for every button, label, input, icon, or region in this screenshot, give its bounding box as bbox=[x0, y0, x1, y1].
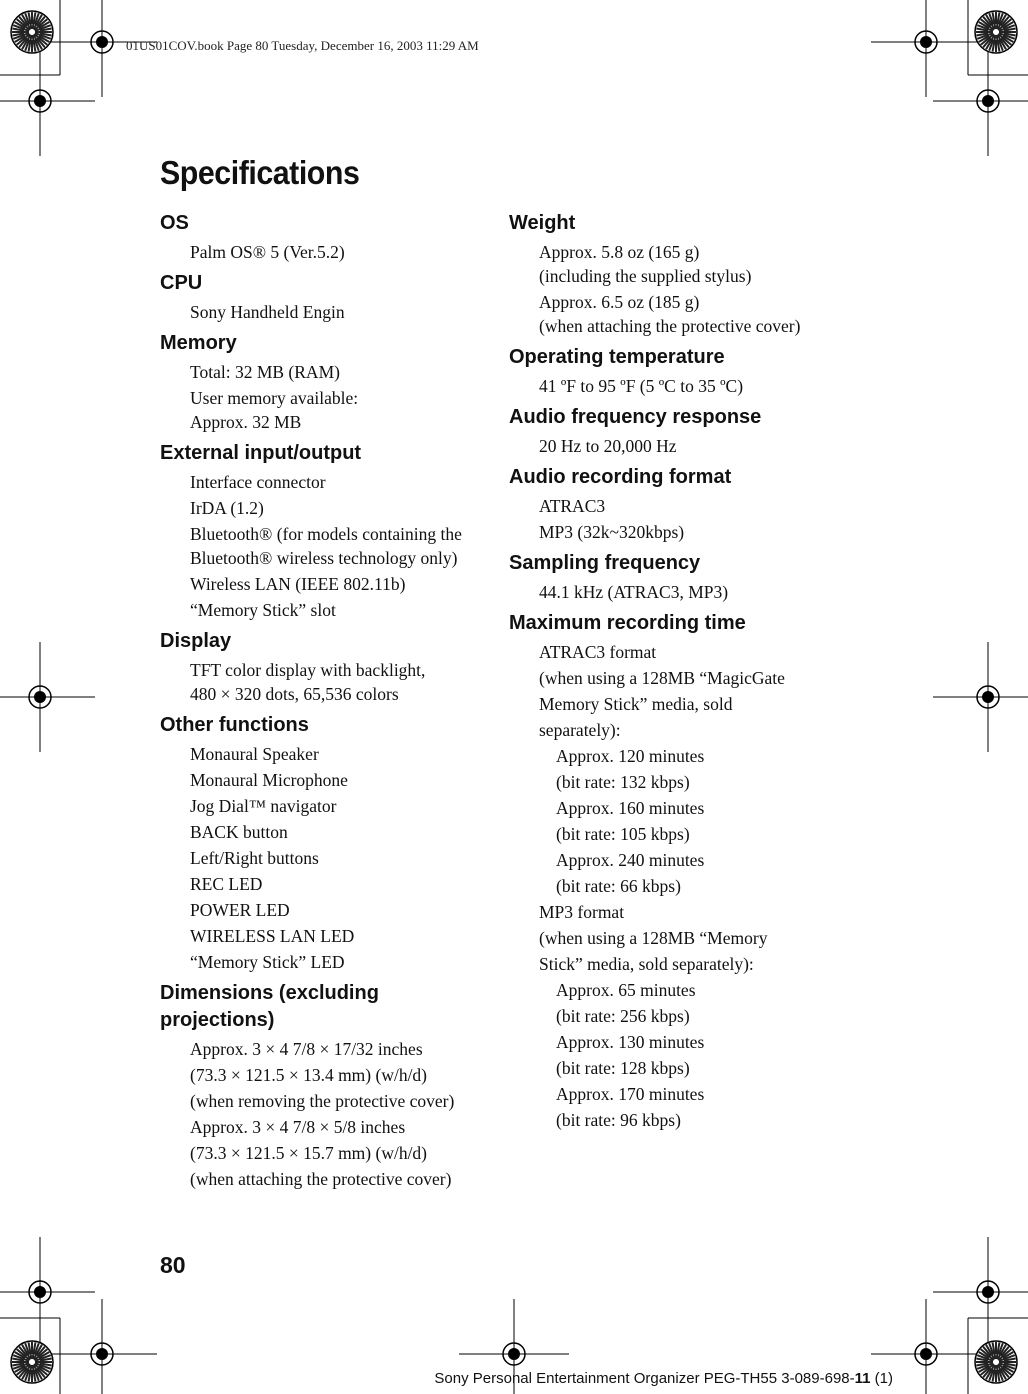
section-heading: Display bbox=[160, 630, 232, 652]
spec-line: Total: 32 MB (RAM) bbox=[190, 362, 340, 382]
spec-line: User memory available: bbox=[190, 388, 359, 408]
spec-line: (73.3 × 121.5 × 13.4 mm) (w/h/d) bbox=[190, 1065, 428, 1085]
section-heading: Weight bbox=[509, 212, 576, 234]
spec-line: Sony Handheld Engin bbox=[190, 302, 345, 322]
section-heading: Operating temperature bbox=[509, 346, 725, 368]
spec-line: Interface connector bbox=[190, 472, 326, 492]
spec-line: Approx. 32 MB bbox=[190, 412, 302, 432]
spec-line: Approx. 240 minutes bbox=[556, 850, 705, 870]
section-heading: Other functions bbox=[160, 714, 309, 736]
spec-line: (when attaching the protective cover) bbox=[539, 316, 801, 336]
spec-line: Jog Dial™ navigator bbox=[190, 796, 337, 816]
spec-line: Approx. 65 minutes bbox=[556, 980, 696, 1000]
left-column bbox=[160, 206, 490, 1193]
spec-line: MP3 format bbox=[539, 902, 625, 922]
crosshair-dot bbox=[96, 36, 108, 48]
spec-line: BACK button bbox=[190, 822, 288, 842]
crosshair-dot bbox=[34, 1286, 46, 1298]
spec-line: (including the supplied stylus) bbox=[539, 266, 752, 286]
footer-prefix: Sony Personal Entertainment Organizer PEG-TH55 3-089-698- bbox=[434, 1370, 855, 1387]
crosshair-dot bbox=[982, 691, 994, 703]
right-column bbox=[509, 206, 839, 1134]
section-heading: Audio recording format bbox=[509, 466, 732, 488]
spec-line: WIRELESS LAN LED bbox=[190, 926, 355, 946]
spec-line: Approx. 3 × 4 7/8 × 5/8 inches bbox=[190, 1117, 406, 1137]
spec-line: 41 ºF to 95 ºF (5 ºC to 35 ºC) bbox=[539, 376, 744, 396]
section-heading: Memory bbox=[160, 332, 237, 354]
spec-line: “Memory Stick” LED bbox=[190, 952, 345, 972]
spec-line: (bit rate: 256 kbps) bbox=[556, 1006, 690, 1026]
spec-line: (bit rate: 128 kbps) bbox=[556, 1058, 690, 1078]
crosshair-dot bbox=[920, 1348, 932, 1360]
page-title: Specifications bbox=[160, 154, 360, 191]
crosshair-dot bbox=[34, 691, 46, 703]
spec-line: “Memory Stick” slot bbox=[190, 600, 336, 620]
spec-line: 44.1 kHz (ATRAC3, MP3) bbox=[539, 582, 729, 602]
spec-line: Approx. 120 minutes bbox=[556, 746, 705, 766]
spec-line: 20 Hz to 20,000 Hz bbox=[539, 436, 677, 456]
spec-line: (bit rate: 66 kbps) bbox=[556, 876, 681, 896]
section-heading: External input/output bbox=[160, 442, 362, 464]
spec-line: IrDA (1.2) bbox=[190, 498, 264, 518]
spec-line: Palm OS® 5 (Ver.5.2) bbox=[190, 242, 345, 262]
spec-line: (73.3 × 121.5 × 15.7 mm) (w/h/d) bbox=[190, 1143, 428, 1163]
section-heading: Maximum recording time bbox=[509, 612, 746, 634]
footer-document-id bbox=[434, 1370, 893, 1387]
spec-line: TFT color display with backlight, bbox=[190, 660, 426, 680]
spec-line: POWER LED bbox=[190, 900, 290, 920]
spec-line: (bit rate: 96 kbps) bbox=[556, 1110, 681, 1130]
section-heading: Sampling frequency bbox=[509, 552, 701, 574]
spec-line: (bit rate: 132 kbps) bbox=[556, 772, 690, 792]
spec-line: Approx. 5.8 oz (165 g) bbox=[539, 242, 700, 262]
crosshair-dot bbox=[982, 1286, 994, 1298]
spec-line: Approx. 3 × 4 7/8 × 17/32 inches bbox=[190, 1039, 423, 1059]
spec-line: REC LED bbox=[190, 874, 263, 894]
spec-line: Memory Stick” media, sold bbox=[539, 694, 733, 714]
spec-line: Wireless LAN (IEEE 802.11b) bbox=[190, 574, 406, 594]
crosshair-dot bbox=[34, 95, 46, 107]
page-number: 80 bbox=[160, 1252, 186, 1278]
spec-line: separately): bbox=[539, 720, 621, 740]
spec-line: Monaural Microphone bbox=[190, 770, 348, 790]
spec-line: (when removing the protective cover) bbox=[190, 1091, 455, 1111]
spec-line: Left/Right buttons bbox=[190, 848, 319, 868]
spec-line: MP3 (32k~320kbps) bbox=[539, 522, 685, 542]
footer-suffix: (1) bbox=[870, 1370, 893, 1387]
spec-line: Approx. 160 minutes bbox=[556, 798, 705, 818]
spec-line: ATRAC3 bbox=[539, 496, 606, 516]
crosshair-dot bbox=[920, 36, 932, 48]
spec-line: (when attaching the protective cover) bbox=[190, 1169, 452, 1189]
crosshair-dot bbox=[508, 1348, 520, 1360]
spec-line: Approx. 130 minutes bbox=[556, 1032, 705, 1052]
spec-line: Stick” media, sold separately): bbox=[539, 954, 754, 974]
spec-line: (when using a 128MB “Memory bbox=[539, 928, 768, 948]
section-heading: Audio frequency response bbox=[509, 406, 762, 428]
spec-line: Bluetooth® wireless technology only) bbox=[190, 548, 458, 568]
spec-line: ATRAC3 format bbox=[539, 642, 657, 662]
spec-line: Bluetooth® (for models containing the bbox=[190, 524, 462, 544]
spec-line: 480 × 320 dots, 65,536 colors bbox=[190, 684, 399, 704]
crosshair-dot bbox=[982, 95, 994, 107]
spec-line: Approx. 6.5 oz (185 g) bbox=[539, 292, 700, 312]
book-header-note: 01US01COV.book Page 80 Tuesday, December 16, 2003 11:29 AM bbox=[126, 38, 479, 53]
spec-line: Approx. 170 minutes bbox=[556, 1084, 705, 1104]
section-heading: OS bbox=[160, 212, 189, 234]
spec-line: (bit rate: 105 kbps) bbox=[556, 824, 690, 844]
spec-line: (when using a 128MB “MagicGate bbox=[539, 668, 785, 688]
spec-line: Monaural Speaker bbox=[190, 744, 319, 764]
crosshair-dot bbox=[96, 1348, 108, 1360]
section-heading: Dimensions (excluding projections) bbox=[160, 982, 379, 1031]
footer-bold: 11 bbox=[854, 1370, 871, 1387]
section-heading: CPU bbox=[160, 272, 203, 294]
